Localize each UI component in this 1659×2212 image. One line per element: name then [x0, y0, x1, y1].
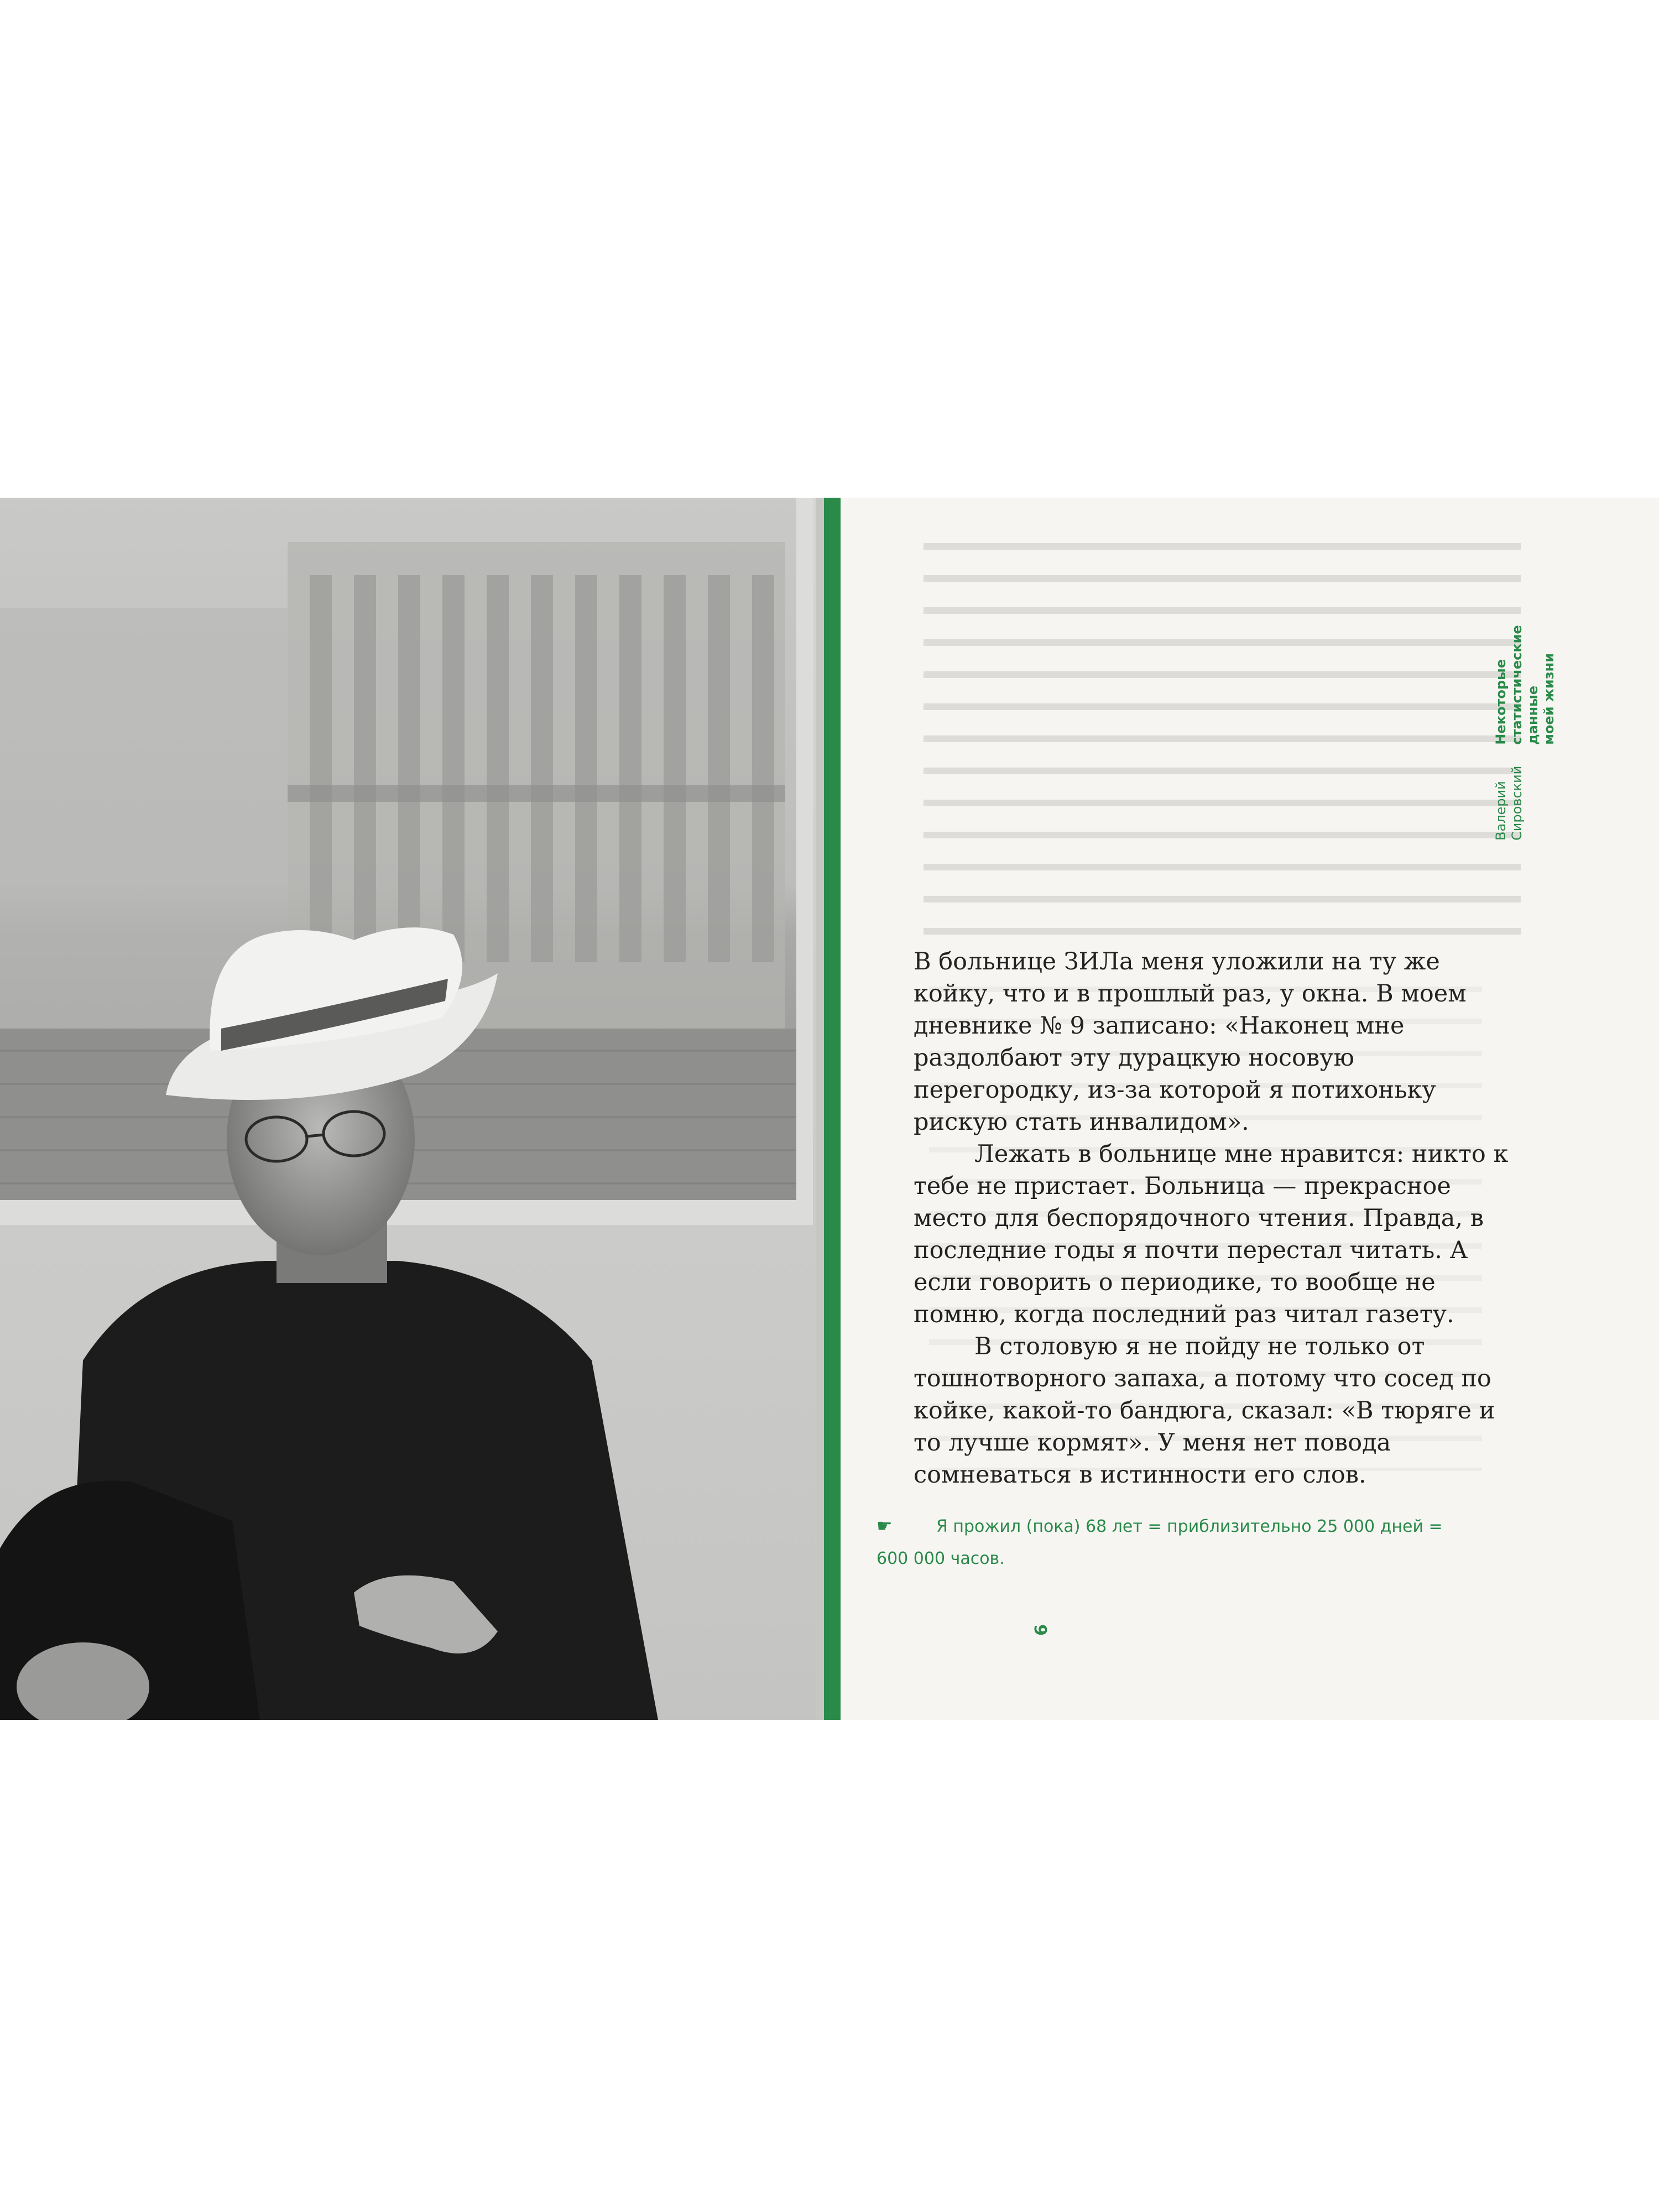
footnote-line-2: 600 000 часов. [877, 1549, 1005, 1568]
footnote-text-1: Я прожил (пока) 68 лет = приблизительно 25 000 дней = [936, 1517, 1443, 1536]
body-text [914, 946, 1511, 1491]
footnote [877, 1510, 1485, 1575]
title-line-2: статистические [1509, 625, 1525, 745]
paragraph-1: В больнице ЗИЛа меня уложили на ту же койку, что и в прошлый раз, у окна. В моем дневнике № 9 записано: «Наконец мне раздолбают эту дурацкую носовую перегородку, из-за которой я потихоньку рискую стать инвалидом». [914, 948, 1467, 1136]
running-head-author [1493, 766, 1593, 841]
running-head-title [1493, 625, 1593, 744]
portrait-photo [0, 498, 824, 1720]
page-number: 9 [1030, 1624, 1050, 1636]
title-line-1: Некоторые [1493, 659, 1509, 745]
page-edge [816, 498, 825, 1720]
author-line-2: Сировский [1509, 765, 1525, 841]
paragraph-2: Лежать в больнице мне нравится: никто к тебе не пристает. Больница — прекрасное место для беспорядочного чтения. Правда, в последние годы я почти перестал читать. А если говорить о периодике, то вообще не помню, когда последний раз читал газету. [914, 1140, 1509, 1328]
pointing-hand-icon: ☛ [877, 1515, 893, 1536]
author-line-1: Валерий [1493, 781, 1509, 841]
footnote-line-1 [877, 1510, 1485, 1543]
title-line-4: моей жизни [1541, 653, 1557, 745]
title-line-3: данные [1525, 685, 1541, 745]
paragraph-3: В столовую я не пойду не только от тошнотворного запаха, а потому что сосед по койке, какой-то бандюга, сказал: «В тюряге и то лучше кормят». У меня нет повода сомневаться в истинности его слов. [914, 1333, 1495, 1489]
photo-illustration [0, 498, 824, 1720]
show-through-text [924, 531, 1521, 951]
running-head [1493, 625, 1593, 841]
green-spine [824, 498, 841, 1720]
